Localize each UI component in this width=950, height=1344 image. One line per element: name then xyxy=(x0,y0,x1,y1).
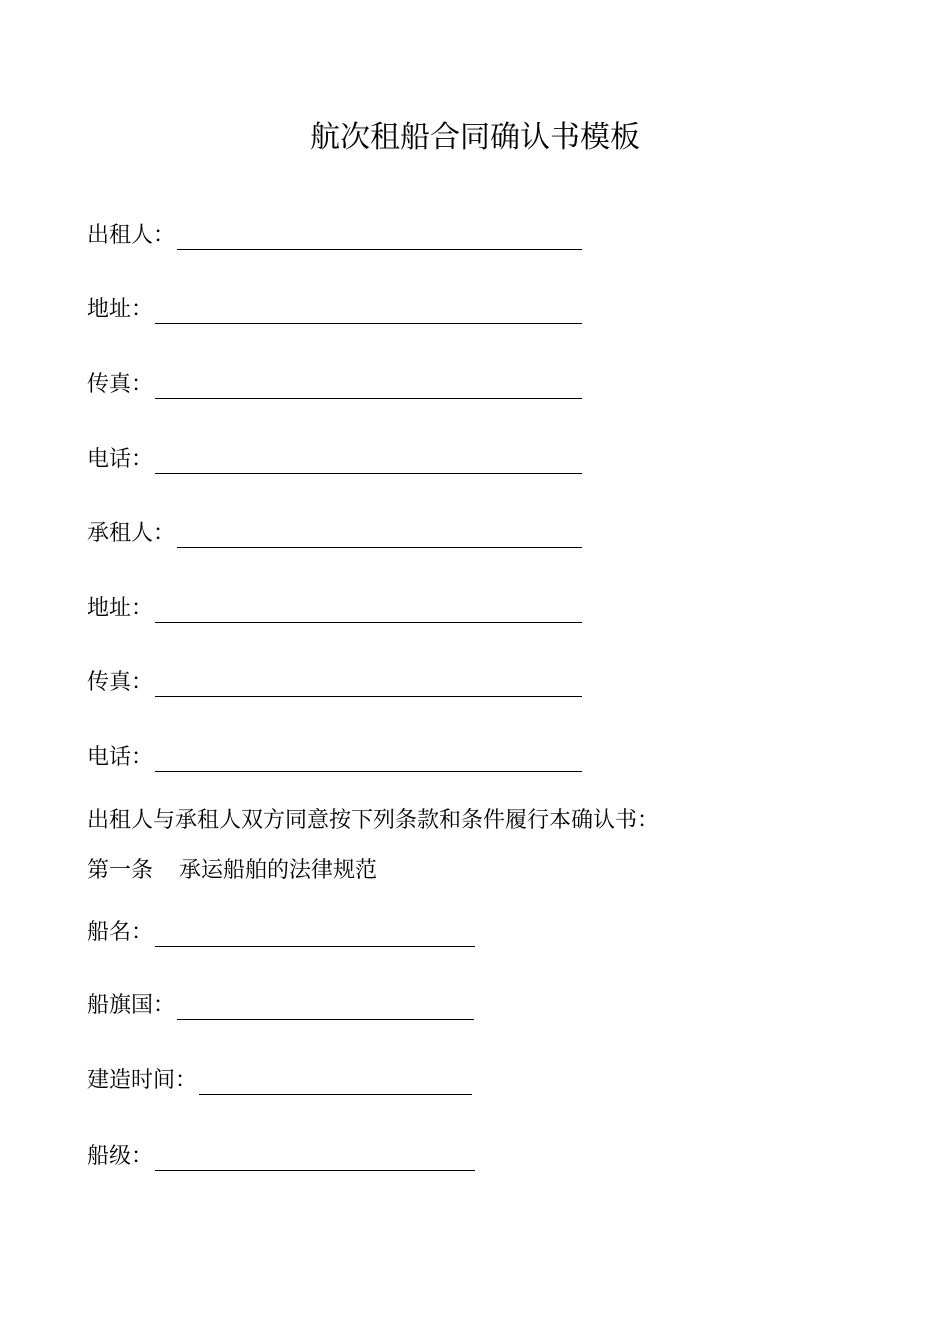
build-time-row xyxy=(87,1067,472,1095)
article-1-number: 第一条 xyxy=(87,858,154,883)
ship-class-label: 船级： xyxy=(87,1144,154,1169)
lessor-address-blank[interactable] xyxy=(155,301,582,324)
ship-class-row xyxy=(87,1143,475,1171)
ship-class-blank[interactable] xyxy=(155,1148,475,1171)
lessor-address-row xyxy=(87,296,582,324)
lessee-address-row xyxy=(87,595,582,623)
build-time-blank[interactable] xyxy=(199,1072,472,1095)
document-title: 航次租船合同确认书模板 xyxy=(310,120,640,155)
build-time-label: 建造时间： xyxy=(87,1068,198,1093)
ship-name-row xyxy=(87,919,475,947)
flag-state-label: 船旗国： xyxy=(87,993,176,1018)
lessee-phone-row xyxy=(87,744,582,772)
lessee-address-label: 地址： xyxy=(87,596,154,621)
lessor-fax-label: 传真： xyxy=(87,372,154,397)
ship-name-blank[interactable] xyxy=(155,924,475,947)
lessee-name-label: 承租人： xyxy=(87,521,176,546)
lessor-phone-row xyxy=(87,446,582,474)
lessor-phone-label: 电话： xyxy=(87,447,154,472)
flag-state-row xyxy=(87,992,474,1020)
article-1-heading-row xyxy=(87,857,377,885)
lessee-phone-label: 电话： xyxy=(87,745,154,770)
lessor-name-blank[interactable] xyxy=(177,227,582,250)
flag-state-blank[interactable] xyxy=(177,997,474,1020)
lessee-name-blank[interactable] xyxy=(177,525,582,548)
lessee-fax-blank[interactable] xyxy=(155,674,582,697)
lessee-fax-row xyxy=(87,669,582,697)
lessor-fax-row xyxy=(87,371,582,399)
lessor-name-row xyxy=(87,222,582,250)
lessee-fax-label: 传真： xyxy=(87,670,154,695)
lessor-phone-blank[interactable] xyxy=(155,451,582,474)
ship-name-label: 船名： xyxy=(87,920,154,945)
article-1-heading: 承运船舶的法律规范 xyxy=(179,858,378,883)
lessor-fax-blank[interactable] xyxy=(155,376,582,399)
agreement-text: 出租人与承租人双方同意按下列条款和条件履行本确认书： xyxy=(87,808,660,833)
lessee-name-row xyxy=(87,520,582,548)
lessor-address-label: 地址： xyxy=(87,297,154,322)
lessee-phone-blank[interactable] xyxy=(155,749,582,772)
lessor-name-label: 出租人： xyxy=(87,223,176,248)
lessee-address-blank[interactable] xyxy=(155,600,582,623)
